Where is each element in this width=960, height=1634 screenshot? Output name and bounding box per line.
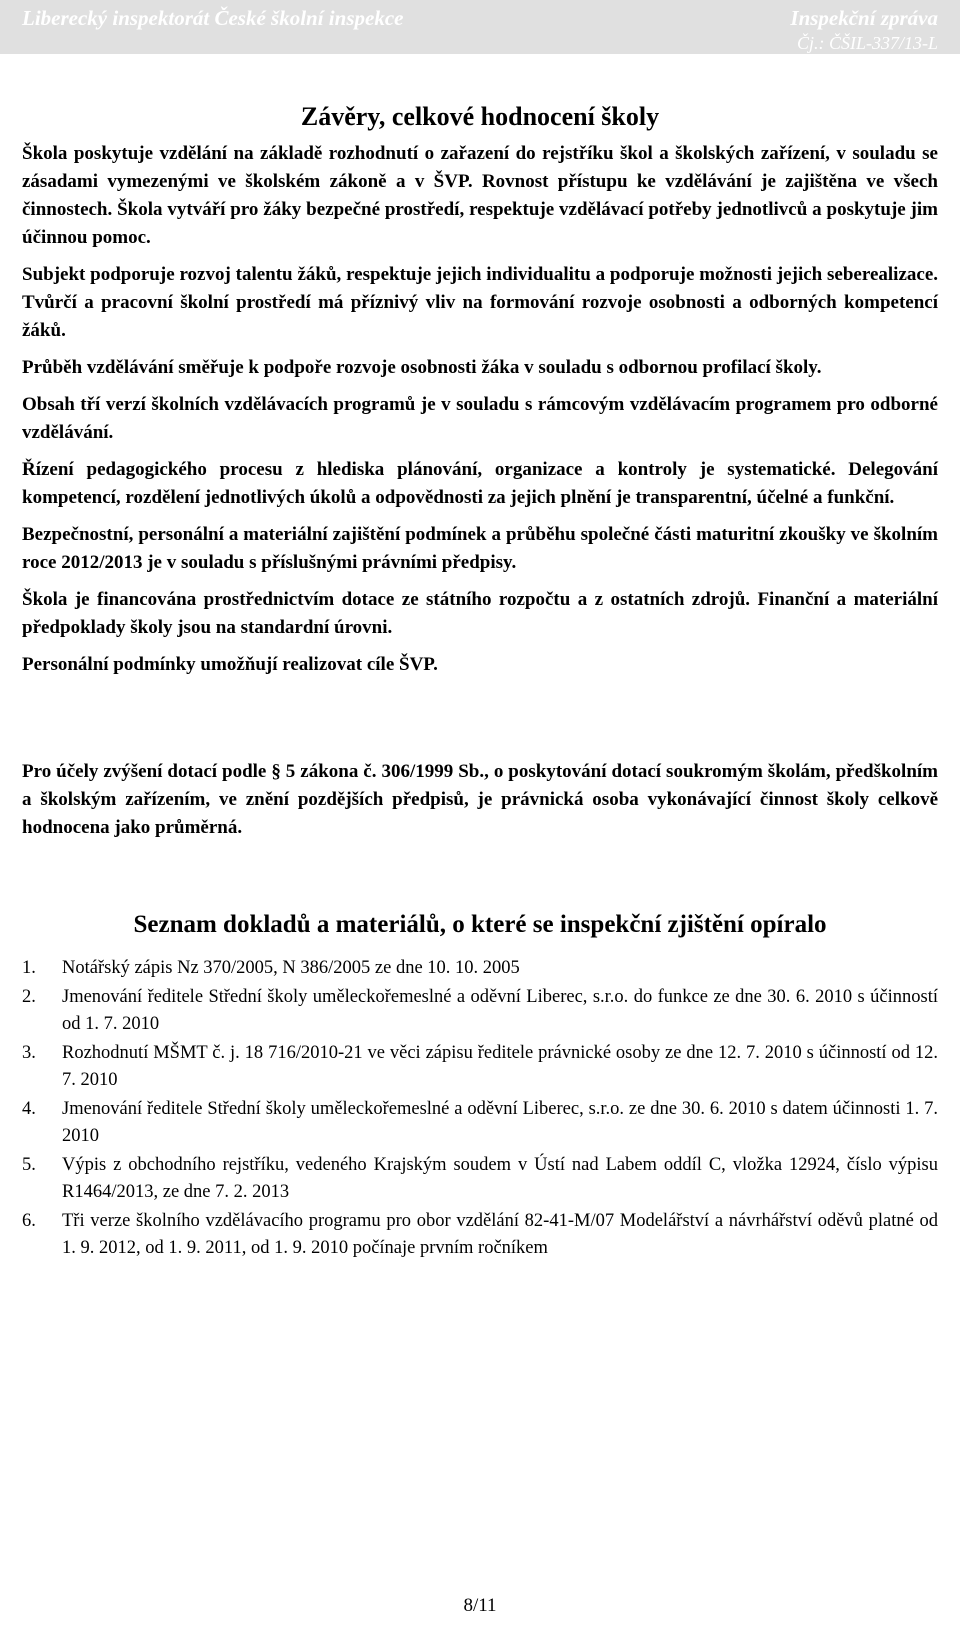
header-report-title: Inspekční zpráva (790, 6, 938, 30)
documents-list (22, 955, 938, 1262)
conclusions-heading: Závěry, celkové hodnocení školy (300, 102, 660, 131)
list-item-number: 3. (22, 1043, 36, 1063)
list-item-text: Tři verze školního vzdělávacího programu pro obor vzdělání 82-41-M/07 Modelářství a návrhářství oděvů platné od 1. 9. 2012, od 1. 9. 2011, od 1. 9. 2010 počínaje prvním ročníkem (62, 1211, 938, 1258)
conclusion-paragraph: Škola poskytuje vzdělání na základě rozhodnutí o zařazení do rejstříku škol a školských zařízení, v souladu se zásadami vymezenými ve školském zákoně a v ŠVP. Rovnost přístupu ke vzdělávání je zajištěna ve všech činnostech. Škola vytváří pro žáky bezpečné prostředí, respektuje vzdělávací potřeby jednotlivců a poskytuje jim účinnou pomoc. (22, 143, 938, 248)
list-item-text: Rozhodnutí MŠMT č. j. 18 716/2010-21 ve věci zápisu ředitele právnické osoby ze dne 12. 7. 2010 s účinností od 12. 7. 2010 (62, 1043, 938, 1090)
list-item (22, 1208, 938, 1262)
conclusion-paragraph: Obsah tří verzí školních vzdělávacích programů je v souladu s rámcovým vzdělávacím programem pro odborné vzdělávání. (22, 394, 938, 443)
list-item (22, 984, 938, 1038)
header-reference-number: Čj.: ČŠIL-337/13-L (796, 33, 938, 53)
spacer (22, 688, 938, 758)
page-number: 8/11 (463, 1595, 497, 1616)
conclusion-paragraph: Řízení pedagogického procesu z hlediska plánování, organizace a kontroly je systematické. Delegování kompetencí, rozdělení jednotlivých úkolů a odpovědnosti za jejich plnění je transparentní, účelné a funkční. (22, 459, 938, 508)
header-organization: Liberecký inspektorát České školní inspekce (22, 6, 404, 30)
list-item-text: Výpis z obchodního rejstříku, vedeného Krajským soudem v Ústí nad Labem oddíl C, vložka 12924, číslo výpisu R1464/2013, ze dne 7. 2. 2013 (62, 1155, 938, 1202)
list-item-number: 1. (22, 958, 36, 978)
list-item-number: 2. (22, 987, 36, 1007)
spacer (22, 851, 938, 911)
list-item-number: 6. (22, 1211, 36, 1231)
list-item-number: 5. (22, 1155, 36, 1175)
list-item-text: Jmenování ředitele Střední školy uměleckořemeslné a oděvní Liberec, s.r.o. ze dne 30. 6. 2010 s datem účinnosti 1. 7. 2010 (62, 1099, 938, 1146)
list-item (22, 1152, 938, 1206)
documents-heading: Seznam dokladů a materiálů, o které se inspekční zjištění opíralo (133, 911, 827, 938)
list-item-text: Notářský zápis Nz 370/2005, N 386/2005 ze dne 10. 10. 2005 (62, 958, 520, 978)
header-report-info (790, 6, 938, 54)
conclusion-paragraph: Personální podmínky umožňují realizovat cíle ŠVP. (22, 654, 438, 675)
list-item (22, 955, 938, 982)
conclusion-paragraph: Škola je financována prostřednictvím dotace ze státního rozpočtu a z ostatních zdrojů. Finanční a materiální předpoklady školy jsou na standardní úrovni. (22, 589, 938, 638)
evaluation-text: , o poskytování dotací soukromým školám, předškolním a školským zařízením, ve znění pozdějších předpisů, je právnická osoba vykonávající činnost školy celkově hodnocena jako průměrná. (22, 761, 938, 838)
document-body (22, 102, 938, 1264)
evaluation-legal-reference: Pro účely zvýšení dotací podle § 5 zákona č. 306/1999 Sb. (22, 761, 485, 782)
conclusion-paragraph: Bezpečnostní, personální a materiální zajištění podmínek a průběhu společné části maturitní zkoušky ve školním roce 2012/2013 je v souladu s příslušnými právními předpisy. (22, 524, 938, 573)
list-item (22, 1096, 938, 1150)
list-item (22, 1040, 938, 1094)
page-header (0, 0, 960, 54)
overall-evaluation (22, 758, 938, 842)
conclusion-paragraph: Subjekt podporuje rozvoj talentu žáků, respektuje jejich individualitu a podporuje možnosti jejich seberealizace. Tvůrčí a pracovní školní prostředí má příznivý vliv na formování rozvoje osobnosti a odborných kompetencí žáků. (22, 264, 938, 341)
list-item-text: Jmenování ředitele Střední školy uměleckořemeslné a oděvní Liberec, s.r.o. do funkce ze dne 30. 6. 2010 s účinností od 1. 7. 2010 (62, 987, 938, 1034)
conclusion-paragraph: Průběh vzdělávání směřuje k podpoře rozvoje osobnosti žáka v souladu s odbornou profilací školy. (22, 357, 822, 378)
list-item-number: 4. (22, 1099, 36, 1119)
